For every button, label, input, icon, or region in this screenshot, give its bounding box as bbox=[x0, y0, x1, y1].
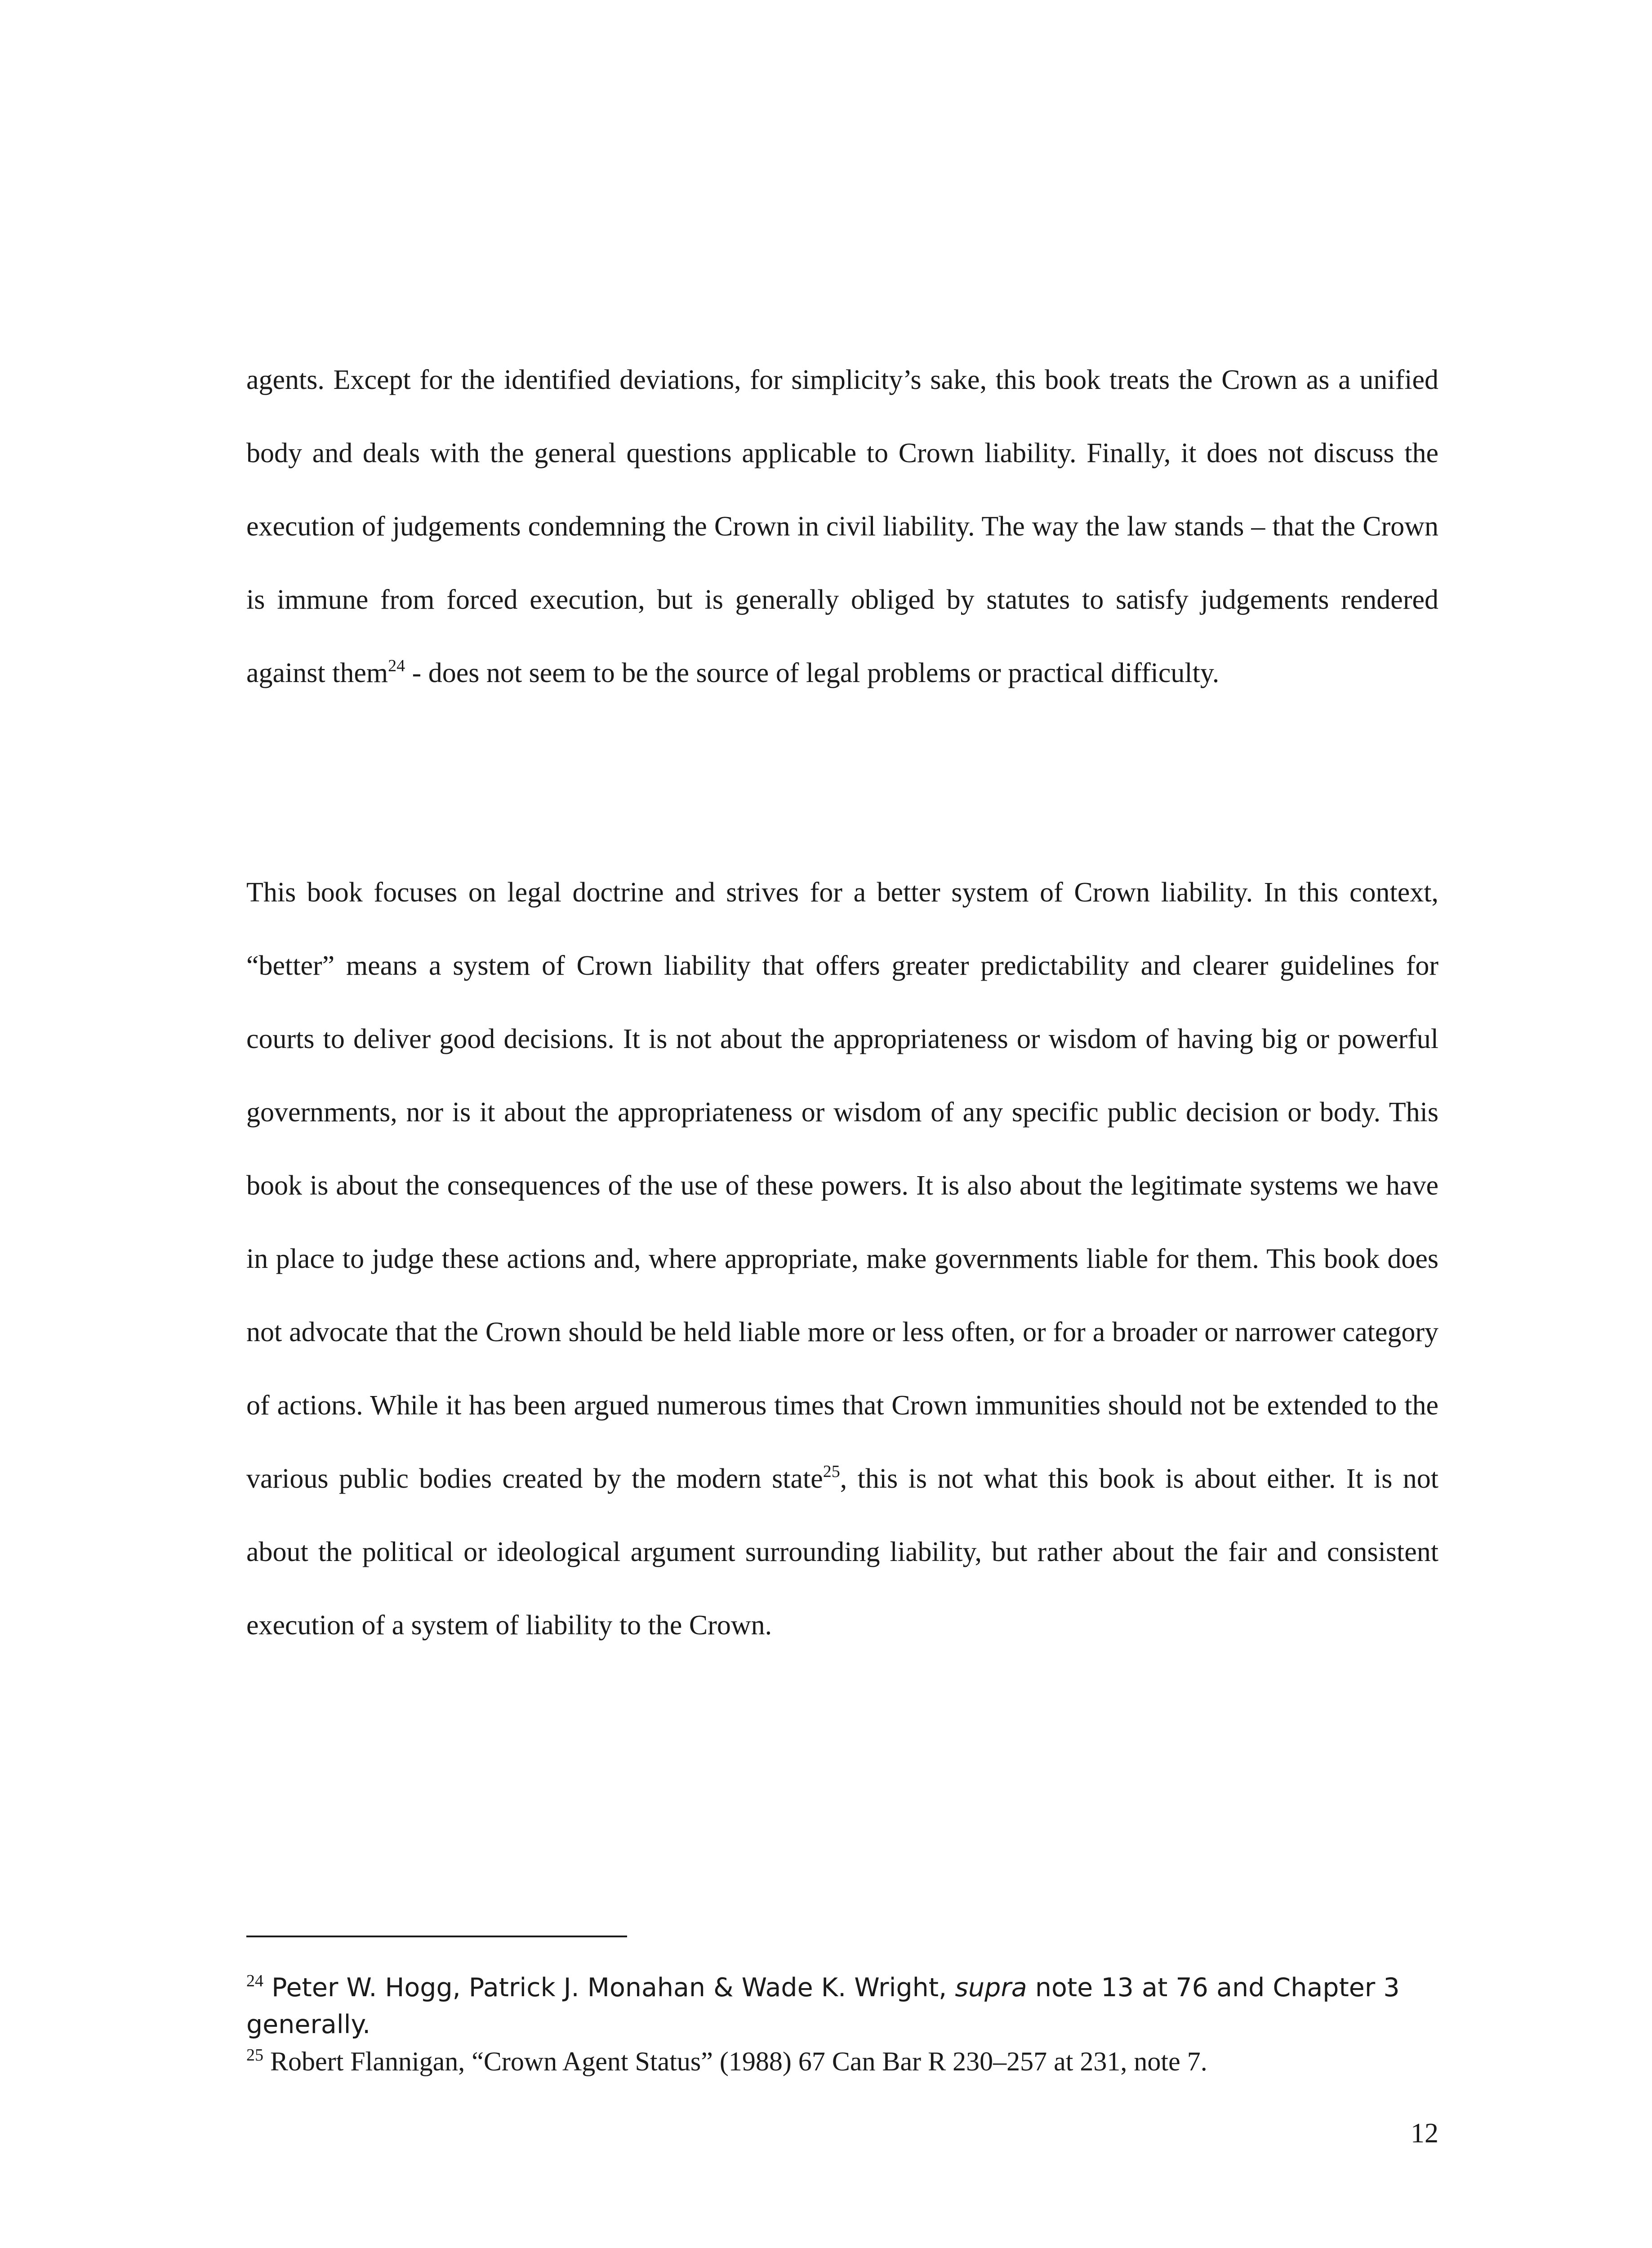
paragraph-2-text-b: , this is not what this book is about either. It is not about the political or ideological argument surrounding liability, but rather about the fair and consistent execution of a system of liability to the Crown. bbox=[246, 1463, 1438, 1641]
footnote-ref-24[interactable]: 24 bbox=[388, 656, 405, 675]
footnote-25 bbox=[246, 2043, 1438, 2080]
footnote-24-number: 24 bbox=[246, 1971, 263, 1990]
footnote-ref-25[interactable]: 25 bbox=[823, 1462, 840, 1481]
paragraph-1-text-a: agents. Except for the identified deviations, for simplicity’s sake, this book treats the Crown as a unified body and deals with the general questions applicable to Crown liability. Finally, it does not discuss the execution of judgements condemning the Crown in civil liability. The way the law stands – that the Crown is immune from forced execution, but is generally obliged by statutes to satisfy judgements rendered against them bbox=[246, 365, 1438, 688]
body-paragraph-2 bbox=[246, 856, 1438, 1662]
footnote-25-text: Robert Flannigan, “Crown Agent Status” (1988) 67 Can Bar R 230–257 at 231, note 7. bbox=[270, 2047, 1207, 2076]
footnote-25-number: 25 bbox=[246, 2046, 263, 2065]
footnote-24-text-b: note 13 at 76 and Chapter 3 generally. bbox=[246, 1973, 1400, 2039]
body-paragraph-1 bbox=[246, 343, 1438, 710]
footnote-24 bbox=[246, 1969, 1438, 2043]
footnote-24-italic: supra bbox=[955, 1973, 1027, 2003]
paragraph-1-text-b: - does not seem to be the source of legal problems or practical difficulty. bbox=[405, 658, 1220, 688]
paragraph-2-text-a: This book focuses on legal doctrine and strives for a better system of Crown liability. In this context, “better” means a system of Crown liability that offers greater predictability and clearer guidelines for courts to deliver good decisions. It is not about the appropriateness or wisdom of having big or powerful governments, nor is it about the appropriateness or wisdom of any specific public decision or body. This book is about the consequences of the use of these powers. It is also about the legitimate systems we have in place to judge these actions and, where appropriate, make governments liable for them. This book does not advocate that the Crown should be held liable more or less often, or for a broader or narrower category of actions. While it has been argued numerous times that Crown immunities should not be extended to the various public bodies created by the modern state bbox=[246, 877, 1438, 1494]
footnotes bbox=[246, 1969, 1438, 2080]
page-number: 12 bbox=[1411, 2118, 1438, 2149]
footnote-24-text-a: Peter W. Hogg, Patrick J. Monahan & Wade K. Wright, bbox=[272, 1973, 955, 2003]
footnote-separator bbox=[246, 1936, 627, 1937]
